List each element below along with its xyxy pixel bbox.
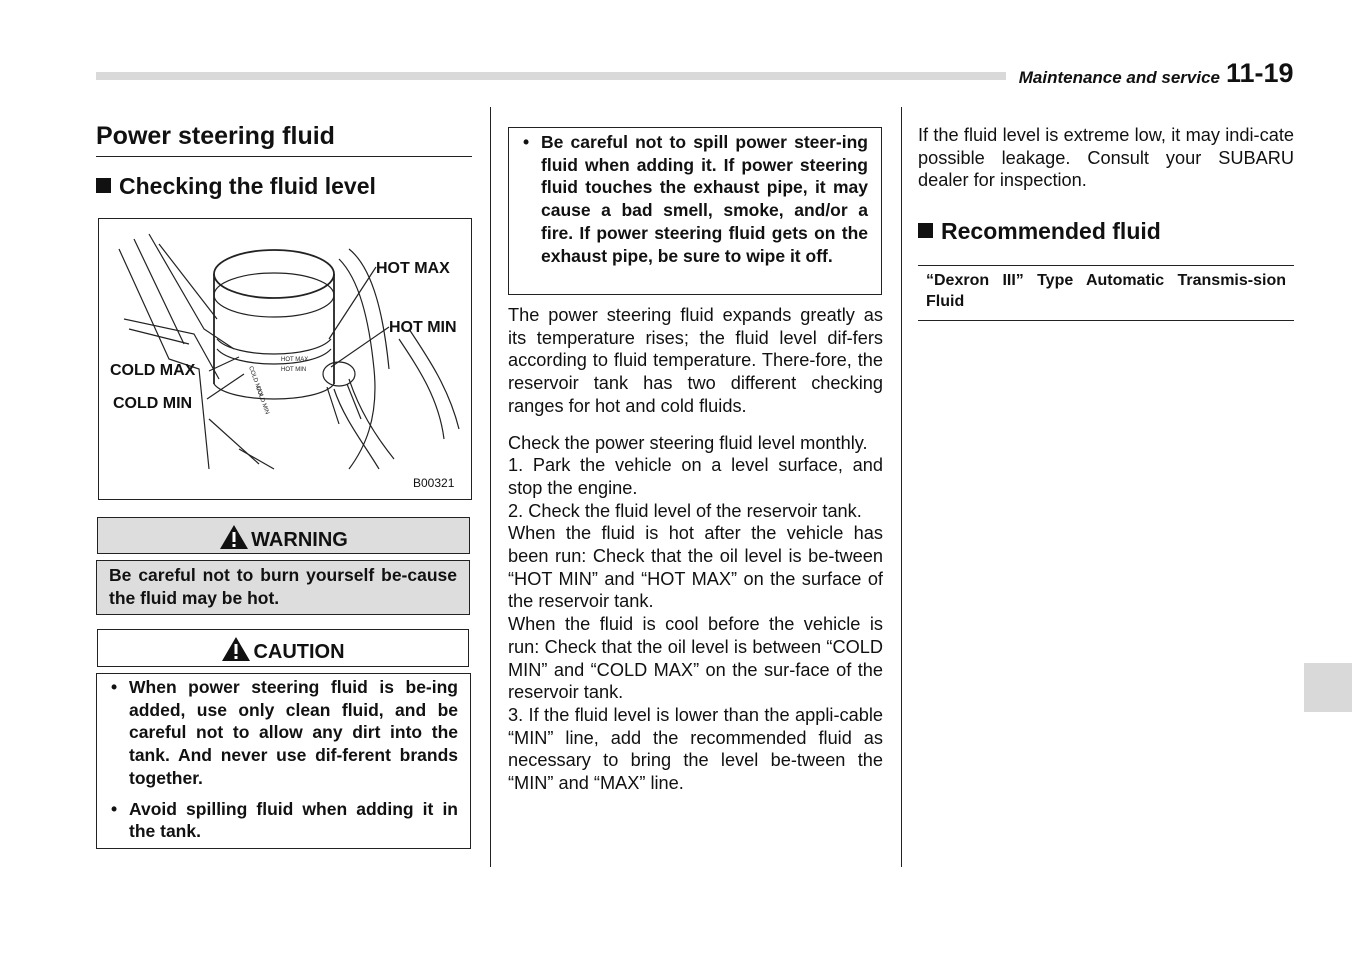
caution-header <box>97 629 469 667</box>
label-cold-min: COLD MIN <box>113 395 193 412</box>
warning-header <box>97 517 470 554</box>
page-title: Power steering fluid <box>96 122 335 150</box>
spill-note-text: Be careful not to spill power steer-ing fluid when adding it. If power steering fluid touches the exhaust pipe, it may cause a bad smell, smoke, and/or a fire. If power steering fluid gets on the exhaust pipe, be sure to wipe it off. <box>541 132 868 266</box>
tank-mark-hot-max: HOT MAX <box>281 357 309 363</box>
page-number: 11-19 <box>1226 58 1294 88</box>
label-hot-min: HOT MIN <box>389 319 457 336</box>
cold-fluid-paragraph: When the fluid is cool before the vehicle is run: Check that the oil level is between “COLD MIN” and “COLD MAX” on the sur-face of the reservoir tank. <box>508 614 883 703</box>
fluid-reservoir-figure <box>98 218 472 500</box>
section-heading-checking <box>96 173 376 200</box>
tank-mark-cold-max: COLD MAX <box>247 365 264 398</box>
spill-note-item <box>521 131 868 267</box>
leakage-paragraph: If the fluid level is extreme low, it may indi-cate possible leakage. Consult your SUBARU dealer for inspection. <box>918 125 1294 191</box>
warning-triangle-icon <box>219 524 249 550</box>
spill-note-box <box>508 127 882 295</box>
section-heading-recommended <box>918 218 1161 245</box>
column-divider-left <box>490 107 491 867</box>
check-monthly-paragraph: Check the power steering fluid level monthly. <box>508 432 868 453</box>
middle-body <box>508 304 883 795</box>
recommended-fluid-text: “Dexron III” Type Automatic Transmis-sion Fluid <box>926 272 1286 310</box>
square-bullet-icon <box>96 178 111 193</box>
label-cold-max: COLD MAX <box>110 362 196 379</box>
caution-triangle-icon <box>221 636 251 662</box>
caution-item-text: When power steering fluid is be-ing added, use only clean fluid, and be careful not to allow any dirt into the tank. And never use dif-ferent brands together. <box>129 677 458 788</box>
label-hot-max: HOT MAX <box>376 260 450 277</box>
warning-text: Be careful not to burn yourself be-cause the fluid may be hot. <box>109 565 457 608</box>
caution-item-text: Avoid spilling fluid when adding it in the tank. <box>129 798 458 842</box>
tank-mark-cold-min: COLD MIN <box>254 385 270 416</box>
warning-text-box <box>96 560 470 615</box>
tank-mark-hot-min: HOT MIN <box>281 367 307 373</box>
warning-title: WARNING <box>251 529 348 551</box>
header-rule <box>96 72 1006 80</box>
chapter-thumb-tab <box>1304 663 1352 712</box>
column-divider-right <box>901 107 902 867</box>
figure-code: B00321 <box>413 476 455 490</box>
caution-title: CAUTION <box>253 641 345 663</box>
square-bullet-icon <box>918 223 933 238</box>
expansion-paragraph: The power steering fluid expands greatly as its temperature rises; the fluid level dif-fers according to fluid temperature. There-fore, the reservoir tank has two different checking ranges for hot and cold fluids. <box>508 305 883 416</box>
title-underline <box>96 156 472 157</box>
caution-item <box>109 676 458 790</box>
section-heading-checking-text: Checking the fluid level <box>119 173 376 199</box>
section-heading-recommended-text: Recommended fluid <box>941 218 1161 244</box>
step-3: 3. If the fluid level is lower than the appli-cable “MIN” line, add the recommended fluid as necessary to bring the level be-tween the “MIN” and “MAX” line. <box>508 704 883 794</box>
hot-fluid-paragraph: When the fluid is hot after the vehicle has been run: Check that the oil level is be-tween “HOT MIN” and “HOT MAX” on the surface of the reservoir tank. <box>508 523 883 612</box>
step-1: 1. Park the vehicle on a level surface, and stop the engine. <box>508 455 883 498</box>
step-2: 2. Check the fluid level of the reservoir tank. <box>508 500 862 521</box>
recommended-fluid-table <box>918 265 1294 321</box>
header-section-title: Maintenance and service <box>1018 68 1220 87</box>
caution-text-box <box>96 673 471 849</box>
caution-item <box>109 798 458 843</box>
